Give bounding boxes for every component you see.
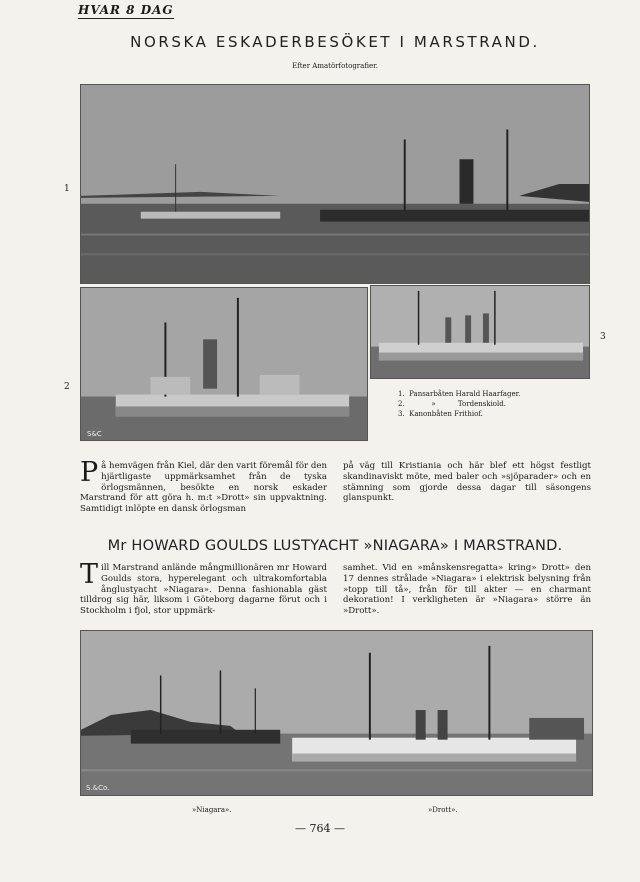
page-number: — 764 —	[295, 822, 345, 835]
photo-frithiof	[370, 285, 590, 379]
photo-marker-3: 3	[600, 332, 606, 342]
photo-harald-haarfager	[80, 84, 590, 284]
article1-body-left: På hemvägen från Kiel, där den varit föremål för den hjärtligaste uppmärksamhet från de tyska örlogsmännen, besökte en norsk eskader Marstrand för att göra h. m:t »Drott» sin uppvaktning. Samtidigt inlöpte en dansk örlogsman	[80, 457, 327, 515]
caption-niagara: »Niagara».	[192, 806, 232, 814]
photo-niagara-drott	[80, 630, 593, 796]
article-subtitle: Efter Amatörfotografier.	[292, 62, 378, 70]
ships-photo-3-illustration	[371, 286, 589, 378]
caption-item: 2. » Tordenskiold.	[398, 400, 506, 408]
photo-stamp: S&C	[87, 430, 102, 438]
photo-marker-1: 1	[64, 184, 70, 194]
magazine-header: HVAR 8 DAG	[78, 3, 174, 17]
article-title-niagara: Mr HOWARD GOULDS LUSTYACHT »NIAGARA» I MARSTRAND.	[107, 537, 563, 554]
article-title-norska: NORSKA ESKADERBESÖKET I MARSTRAND.	[130, 33, 540, 51]
caption-item: 3. Kanonbåten Frithiof.	[398, 410, 483, 418]
photo-captions	[398, 389, 520, 419]
caption-drott: »Drott».	[428, 806, 458, 814]
photo-stamp: S.&Co.	[86, 784, 110, 792]
dropcap: T	[80, 559, 99, 590]
dropcap: P	[80, 457, 99, 488]
photo-tordenskiold	[80, 287, 368, 441]
photo-marker-2: 2	[64, 382, 70, 392]
ships-photo-1-illustration	[81, 85, 589, 283]
caption-item: 1. Pansarbåten Harald Haarfager.	[398, 390, 521, 398]
yachts-photo-illustration	[81, 631, 592, 795]
article1-body-right: på väg till Kristiania och här blef ett högst festligt skandinaviskt möte, med baler och »sjöparader» och en stämning som gjorde dessa dagar till säsongens glanspunkt.	[343, 461, 591, 504]
article2-body-left: Till Marstrand anlände mångmillionären mr Howard Goulds stora, hyperelegant och ultrakomfortabla ånglustyacht »Niagara». Denna fashionabla gäst tilldrog sig här, liksom i Göteborg dagarne förut och i Stockholm i fjol, stor uppmärk-	[80, 559, 327, 617]
ships-photo-2-illustration	[81, 288, 367, 440]
article2-body-right: samhet. Vid en »månskensregatta» kring» Drott» den 17 dennes strålade »Niagara» i elektrisk belysning från »topp till tå», från för till akter — en charmant dekoration! I verkligheten är »Niagara» större än »Drott».	[343, 563, 591, 617]
